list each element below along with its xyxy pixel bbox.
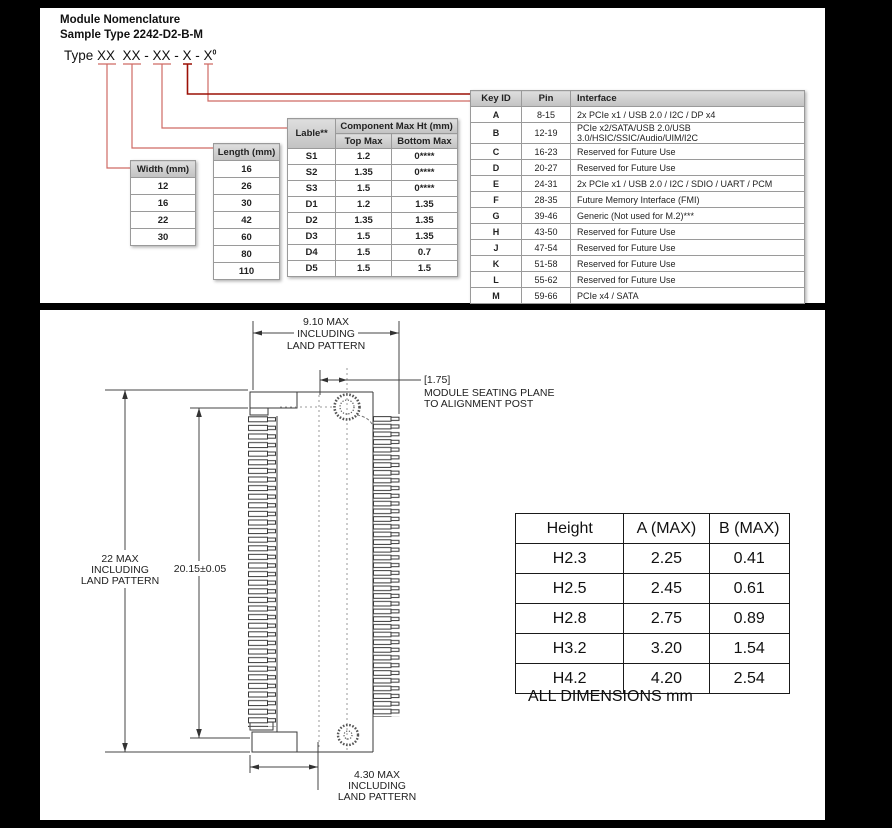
keyid-row [471, 288, 805, 304]
label-id: D4 [288, 245, 336, 261]
interface: Reserved for Future Use [571, 256, 805, 272]
pin-range: 24-31 [522, 176, 571, 192]
type-code-text: Type XX XX - XX - X - X [64, 48, 213, 63]
label-table-col-top: Top Max [336, 134, 392, 149]
pin-range: 39-46 [522, 208, 571, 224]
interface: Reserved for Future Use [571, 240, 805, 256]
label-table-col-bottom: Bottom Max [391, 134, 457, 149]
top-max: 1.5 [336, 261, 392, 277]
dim-height-line1: 22 MAX [101, 553, 139, 565]
key-id: B [471, 123, 522, 144]
dim-bottom-line2: INCLUDING [348, 780, 406, 792]
length-table [213, 143, 280, 280]
width-value: 22 [131, 212, 196, 229]
key-id: L [471, 272, 522, 288]
label-table [287, 118, 458, 277]
keyid-row [471, 224, 805, 240]
label-id: S1 [288, 149, 336, 165]
label-row [288, 245, 458, 261]
key-id: E [471, 176, 522, 192]
pin-range: 47-54 [522, 240, 571, 256]
width-table-header: Width (mm) [131, 161, 196, 178]
all-dimensions-note: ALL DIMENSIONS mm [528, 688, 693, 705]
height-value: H2.3 [516, 544, 624, 574]
dim-height-line2: INCLUDING [91, 564, 149, 576]
height-row [516, 574, 790, 604]
length-value: 26 [214, 178, 280, 195]
keyid-row [471, 176, 805, 192]
key-id: A [471, 107, 522, 123]
height-value: H2.8 [516, 604, 624, 634]
pin-range: 59-66 [522, 288, 571, 304]
interface: 2x PCIe x1 / USB 2.0 / I2C / SDIO / UART / PCM [571, 176, 805, 192]
height-value: H4.2 [516, 664, 624, 694]
interface: Generic (Not used for M.2)*** [571, 208, 805, 224]
pin-range: 8-15 [522, 107, 571, 123]
keyid-row [471, 272, 805, 288]
label-row [288, 229, 458, 245]
page-title: Module Nomenclature [60, 14, 181, 26]
top-max: 1.5 [336, 229, 392, 245]
key-id: G [471, 208, 522, 224]
interface: Future Memory Interface (FMI) [571, 192, 805, 208]
dim-width-line3: LAND PATTERN [286, 340, 366, 352]
keyid-header-key: Key ID [471, 91, 522, 107]
interface: Reserved for Future Use [571, 272, 805, 288]
label-id: D1 [288, 197, 336, 213]
bmax-value: 0.41 [709, 544, 790, 574]
length-table-header: Length (mm) [214, 144, 280, 161]
key-id: D [471, 160, 522, 176]
left-contact-comb [248, 416, 277, 727]
dim-bottom-line3: LAND PATTERN [337, 791, 417, 803]
label-row [288, 181, 458, 197]
keyid-table [470, 90, 805, 304]
label-id: D2 [288, 213, 336, 229]
bmax-value: 0.89 [709, 604, 790, 634]
top-max: 1.35 [336, 165, 392, 181]
dim-height-line3: LAND PATTERN [80, 575, 160, 587]
amax-value: 4.20 [624, 664, 709, 694]
label-table-span-header: Component Max Ht (mm) [336, 119, 458, 134]
bmax-col-header: B (MAX) [709, 514, 790, 544]
keyid-row [471, 107, 805, 123]
width-value: 12 [131, 178, 196, 195]
width-value: 16 [131, 195, 196, 212]
keyid-row [471, 123, 805, 144]
dim-post-value: [1.75] [424, 374, 451, 386]
interface: PCIe x2/SATA/USB 2.0/USB 3.0/HSIC/SSIC/Audio/UIM/I2C [571, 123, 805, 144]
amax-value: 2.45 [624, 574, 709, 604]
key-id: M [471, 288, 522, 304]
length-value: 42 [214, 212, 280, 229]
dim-post-note2: TO ALIGNMENT POST [424, 398, 534, 410]
label-row [288, 149, 458, 165]
key-id: C [471, 144, 522, 160]
keyid-row [471, 144, 805, 160]
keyid-row [471, 240, 805, 256]
dim-pins-value: 20.15±0.05 [173, 563, 227, 575]
height-value: H2.5 [516, 574, 624, 604]
interface: Reserved for Future Use [571, 224, 805, 240]
interface: Reserved for Future Use [571, 160, 805, 176]
right-contact-comb [373, 416, 400, 717]
interface: PCIe x4 / SATA [571, 288, 805, 304]
bmax-value: 1.54 [709, 634, 790, 664]
keyid-header-pin: Pin [522, 91, 571, 107]
length-value: 16 [214, 161, 280, 178]
key-id: J [471, 240, 522, 256]
amax-value: 2.75 [624, 604, 709, 634]
pin-range: 51-58 [522, 256, 571, 272]
width-table [130, 160, 196, 246]
pin-range: 20-27 [522, 160, 571, 176]
height-table [515, 513, 790, 694]
label-row [288, 261, 458, 277]
bmax-value: 2.54 [709, 664, 790, 694]
label-row [288, 197, 458, 213]
interface: 2x PCIe x1 / USB 2.0 / I2C / DP x4 [571, 107, 805, 123]
length-value: 30 [214, 195, 280, 212]
width-value: 30 [131, 229, 196, 246]
amax-col-header: A (MAX) [624, 514, 709, 544]
alignment-post-bottom [338, 725, 358, 745]
keyid-row [471, 160, 805, 176]
key-id: F [471, 192, 522, 208]
key-id: H [471, 224, 522, 240]
bottom-max: 0**** [391, 181, 457, 197]
keyid-row [471, 192, 805, 208]
nomenclature-panel [40, 8, 825, 303]
height-value: H3.2 [516, 634, 624, 664]
page-subtitle: Sample Type 2242-D2-B-M [60, 29, 203, 41]
interface: Reserved for Future Use [571, 144, 805, 160]
bottom-max: 1.35 [391, 213, 457, 229]
top-max: 1.5 [336, 245, 392, 261]
bottom-max: 0**** [391, 149, 457, 165]
pin-range: 43-50 [522, 224, 571, 240]
key-id: K [471, 256, 522, 272]
type-code-superscript: 0 [212, 49, 217, 57]
bottom-max: 1.5 [391, 261, 457, 277]
length-value: 110 [214, 263, 280, 280]
top-max: 1.2 [336, 149, 392, 165]
keyid-row [471, 208, 805, 224]
dim-post-note1: MODULE SEATING PLANE [424, 387, 555, 399]
length-value: 60 [214, 229, 280, 246]
top-max: 1.2 [336, 197, 392, 213]
post-leader-arc [357, 415, 372, 424]
bottom-max: 1.35 [391, 197, 457, 213]
pin-range: 55-62 [522, 272, 571, 288]
keyid-header-interface: Interface [571, 91, 805, 107]
label-id: S2 [288, 165, 336, 181]
top-max: 1.35 [336, 213, 392, 229]
label-row [288, 213, 458, 229]
height-row [516, 544, 790, 574]
keyid-row [471, 256, 805, 272]
bottom-max: 0.7 [391, 245, 457, 261]
label-id: S3 [288, 181, 336, 197]
dim-bottom-line1: 4.30 MAX [353, 769, 401, 781]
height-col-header: Height [516, 514, 624, 544]
bottom-max: 0**** [391, 165, 457, 181]
bmax-value: 0.61 [709, 574, 790, 604]
top-max: 1.5 [336, 181, 392, 197]
label-table-corner: Lable** [288, 119, 336, 149]
label-id: D3 [288, 229, 336, 245]
dim-width-line2: INCLUDING [297, 328, 355, 340]
label-id: D5 [288, 261, 336, 277]
amax-value: 2.25 [624, 544, 709, 574]
pin-range: 16-23 [522, 144, 571, 160]
pin-range: 28-35 [522, 192, 571, 208]
datum-centerlines [280, 368, 347, 750]
length-value: 80 [214, 246, 280, 263]
height-table-header-row [516, 514, 790, 544]
dim-width-line1: 9.10 MAX [302, 316, 350, 328]
height-row [516, 634, 790, 664]
height-row [516, 604, 790, 634]
bottom-max: 1.35 [391, 229, 457, 245]
amax-value: 3.20 [624, 634, 709, 664]
pin-range: 12-19 [522, 123, 571, 144]
label-row [288, 165, 458, 181]
drawing-panel [40, 310, 825, 820]
